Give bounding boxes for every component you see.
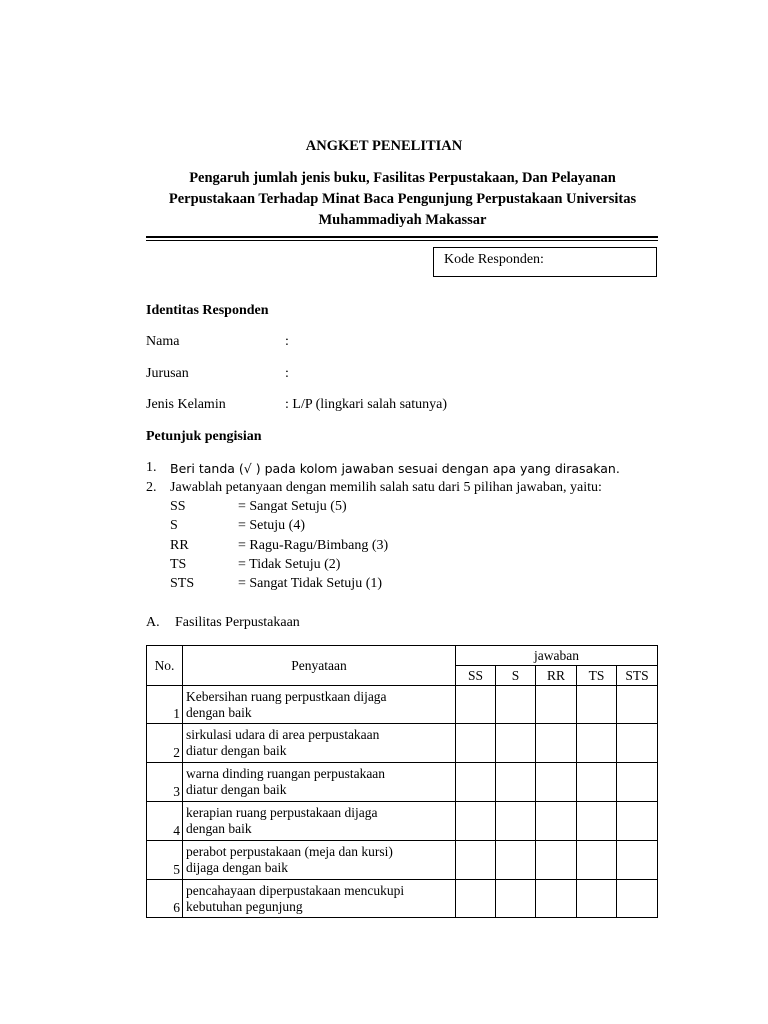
field-label-jenis-kelamin: Jenis Kelamin bbox=[146, 397, 226, 412]
statement-line: dengan baik bbox=[186, 704, 252, 720]
row-statement bbox=[183, 802, 456, 841]
answer-cell-ts[interactable] bbox=[577, 841, 617, 880]
header-jawaban: jawaban bbox=[456, 646, 658, 666]
scale-code: RR bbox=[170, 538, 189, 553]
answer-cell-sts[interactable] bbox=[617, 880, 658, 918]
answer-cell-ts[interactable] bbox=[577, 763, 617, 802]
scale-desc: = Sangat Tidak Setuju (1) bbox=[238, 576, 383, 591]
answer-cell-s[interactable] bbox=[496, 724, 536, 763]
field-value-jenis-kelamin[interactable]: : L/P (lingkari salah satunya) bbox=[285, 397, 447, 412]
statement-line: kebutuhan pegunjung bbox=[186, 898, 303, 914]
scale-code: TS bbox=[170, 557, 187, 572]
header-option-s: S bbox=[496, 666, 536, 686]
kode-responden-box[interactable]: Kode Responden: bbox=[433, 247, 657, 277]
statement-line: diatur dengan baik bbox=[186, 743, 287, 758]
scale-code: SS bbox=[170, 499, 186, 514]
answer-cell-s[interactable] bbox=[496, 763, 536, 802]
row-number: 5 bbox=[147, 841, 183, 880]
header-option-rr: RR bbox=[536, 666, 577, 686]
statement-line: dengan baik bbox=[186, 821, 252, 836]
instruction-text: Beri tanda (√ ) pada kolom jawaban sesuai dengan apa yang dirasakan. bbox=[170, 461, 620, 476]
answer-cell-ss[interactable] bbox=[456, 724, 496, 763]
row-number: 4 bbox=[147, 802, 183, 841]
instruction-number: 2. bbox=[146, 480, 157, 495]
subtitle-line: Muhammadiyah Makassar bbox=[318, 212, 487, 228]
answer-cell-rr[interactable] bbox=[536, 763, 577, 802]
row-number: 6 bbox=[147, 880, 183, 918]
header-option-ts: TS bbox=[577, 666, 617, 686]
statement-line: dijaga dengan baik bbox=[186, 860, 288, 875]
scale-desc: = Sangat Setuju (5) bbox=[238, 499, 347, 514]
answer-cell-sts[interactable] bbox=[617, 841, 658, 880]
statement-line: pencahayaan diperpustakaan mencukupi bbox=[186, 882, 405, 898]
scale-code: STS bbox=[170, 576, 195, 591]
answer-cell-rr[interactable] bbox=[536, 802, 577, 841]
answer-cell-rr[interactable] bbox=[536, 686, 577, 724]
answer-cell-s[interactable] bbox=[496, 841, 536, 880]
statement-line: Kebersihan ruang perpustkaan dijaga bbox=[186, 688, 387, 704]
row-number: 1 bbox=[147, 686, 183, 724]
subtitle-line: Pengaruh jumlah jenis buku, Fasilitas Perpustakaan, Dan Pelayanan bbox=[189, 170, 616, 186]
row-number: 2 bbox=[147, 724, 183, 763]
research-subtitle bbox=[140, 168, 665, 231]
statement-line: warna dinding ruangan perpustakaan bbox=[186, 766, 386, 781]
section-label: A. bbox=[146, 615, 160, 630]
answer-cell-sts[interactable] bbox=[617, 802, 658, 841]
field-value-nama[interactable]: : bbox=[285, 334, 289, 349]
statement-line: diatur dengan baik bbox=[186, 782, 287, 797]
answer-cell-ss[interactable] bbox=[456, 802, 496, 841]
questionnaire-table bbox=[146, 645, 658, 918]
table-row bbox=[147, 802, 658, 841]
answer-cell-sts[interactable] bbox=[617, 686, 658, 724]
scale-desc: = Ragu-Ragu/Bimbang (3) bbox=[238, 538, 389, 553]
instruction-text: Jawablah petanyaan dengan memilih salah satu dari 5 pilihan jawaban, yaitu: bbox=[170, 480, 602, 495]
row-statement bbox=[183, 841, 456, 880]
scale-desc: = Setuju (4) bbox=[238, 518, 305, 533]
scale-desc: = Tidak Setuju (2) bbox=[238, 557, 341, 572]
subtitle-line: Perpustakaan Terhadap Minat Baca Pengunjung Perpustakaan Universitas bbox=[168, 191, 637, 207]
answer-cell-ts[interactable] bbox=[577, 802, 617, 841]
instruction-number: 1. bbox=[146, 460, 157, 475]
table-row bbox=[147, 686, 658, 724]
table-row bbox=[147, 724, 658, 763]
answer-cell-ts[interactable] bbox=[577, 686, 617, 724]
header-pernyataan: Penyataan bbox=[183, 646, 456, 686]
answer-cell-ss[interactable] bbox=[456, 880, 496, 918]
answer-cell-sts[interactable] bbox=[617, 724, 658, 763]
answer-cell-ts[interactable] bbox=[577, 880, 617, 918]
header-no: No. bbox=[147, 646, 183, 686]
field-label-jurusan: Jurusan bbox=[146, 366, 189, 381]
header-divider bbox=[146, 236, 658, 238]
row-number: 3 bbox=[147, 763, 183, 802]
row-statement bbox=[183, 763, 456, 802]
table-row bbox=[147, 763, 658, 802]
answer-cell-rr[interactable] bbox=[536, 841, 577, 880]
answer-cell-rr[interactable] bbox=[536, 880, 577, 918]
answer-cell-ss[interactable] bbox=[456, 686, 496, 724]
answer-cell-s[interactable] bbox=[496, 686, 536, 724]
answer-cell-ss[interactable] bbox=[456, 763, 496, 802]
page-title: ANGKET PENELITIAN bbox=[305, 138, 463, 154]
header-option-ss: SS bbox=[456, 666, 496, 686]
table-row bbox=[147, 841, 658, 880]
scale-code: S bbox=[170, 518, 178, 533]
row-statement bbox=[183, 880, 456, 918]
field-value-jurusan[interactable]: : bbox=[285, 366, 289, 381]
statement-line: sirkulasi udara di area perpustakaan bbox=[186, 727, 380, 742]
header-divider-thin bbox=[146, 240, 658, 241]
identitas-heading: Identitas Responden bbox=[146, 303, 269, 318]
statement-line: perabot perpustakaan (meja dan kursi) bbox=[186, 844, 393, 859]
table-row bbox=[147, 880, 658, 918]
petunjuk-heading: Petunjuk pengisian bbox=[146, 429, 262, 444]
row-statement bbox=[183, 724, 456, 763]
statement-line: kerapian ruang perpustakaan dijaga bbox=[186, 805, 378, 820]
field-label-nama: Nama bbox=[146, 334, 180, 349]
answer-cell-s[interactable] bbox=[496, 802, 536, 841]
answer-cell-s[interactable] bbox=[496, 880, 536, 918]
row-statement bbox=[183, 686, 456, 724]
answer-cell-ts[interactable] bbox=[577, 724, 617, 763]
answer-cell-sts[interactable] bbox=[617, 763, 658, 802]
header-option-sts: STS bbox=[617, 666, 658, 686]
answer-cell-rr[interactable] bbox=[536, 724, 577, 763]
answer-cell-ss[interactable] bbox=[456, 841, 496, 880]
section-title: Fasilitas Perpustakaan bbox=[175, 615, 300, 630]
